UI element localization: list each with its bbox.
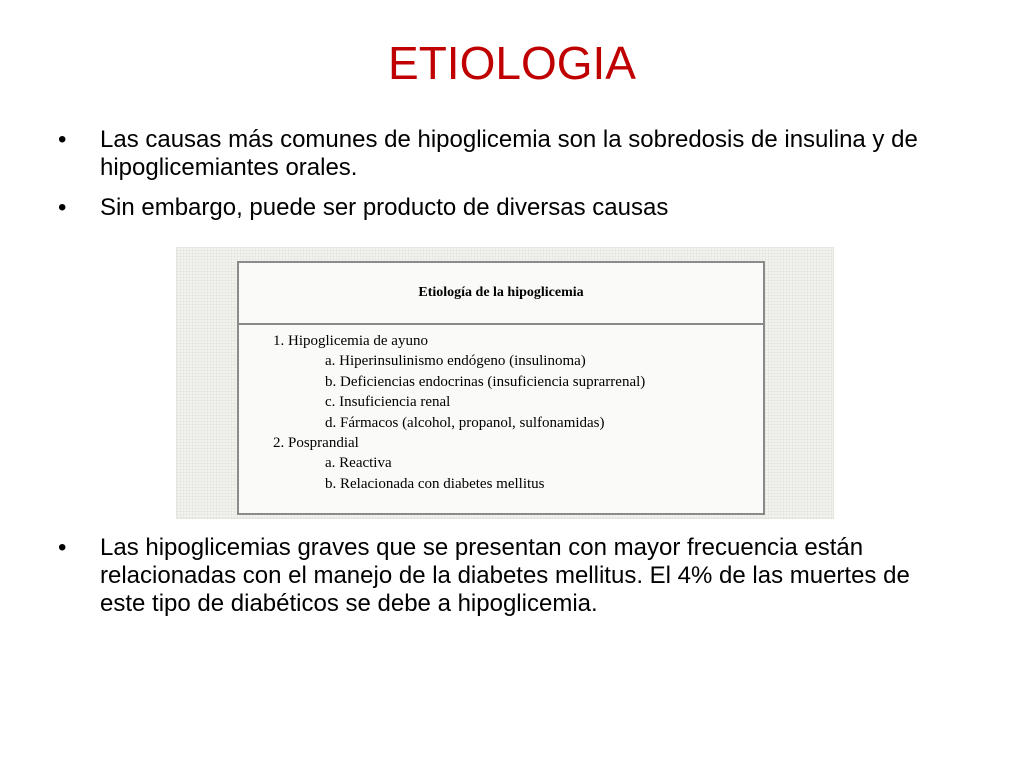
table-item: c. Insuficiencia renal [325, 394, 451, 411]
table-group-label: 2. Posprandial [273, 435, 359, 452]
bullet-item [58, 126, 958, 182]
slide-title: ETIOLOGIA [388, 37, 636, 89]
bullet-icon: • [58, 534, 67, 561]
table-item: d. Fármacos (alcohol, propanol, sulfonamidas) [325, 414, 605, 431]
bullet-icon: • [58, 194, 67, 221]
bullet-text: Las hipoglicemias graves que se presentan con mayor frecuencia están relacionadas con el manejo de la diabetes mellitus. El 4% de las muertes de este tipo de diabéticos se debe a hipoglicemia. [100, 534, 910, 617]
bullet-list-bottom [58, 534, 958, 630]
bullet-text: Sin embargo, puede ser producto de diversas causas [100, 194, 669, 221]
bullet-icon: • [58, 126, 67, 153]
table-item: a. Reactiva [325, 455, 392, 472]
bullet-text: Las causas más comunes de hipoglicemia son la sobredosis de insulina y de hipoglicemiantes orales. [100, 126, 918, 181]
bullet-item [58, 534, 958, 618]
table-body [239, 325, 763, 494]
table-title: Etiología de la hipoglicemia [239, 263, 763, 325]
table-item: b. Relacionada con diabetes mellitus [325, 475, 545, 492]
etiology-table [237, 261, 765, 515]
table-image [176, 247, 834, 519]
table-item: b. Deficiencias endocrinas (insuficiencia suprarrenal) [325, 373, 646, 390]
bullet-list-top [58, 126, 958, 234]
table-group-label: 1. Hipoglicemia de ayuno [273, 333, 428, 349]
table-item: a. Hiperinsulinismo endógeno (insulinoma) [325, 353, 586, 370]
bullet-item [58, 194, 958, 222]
